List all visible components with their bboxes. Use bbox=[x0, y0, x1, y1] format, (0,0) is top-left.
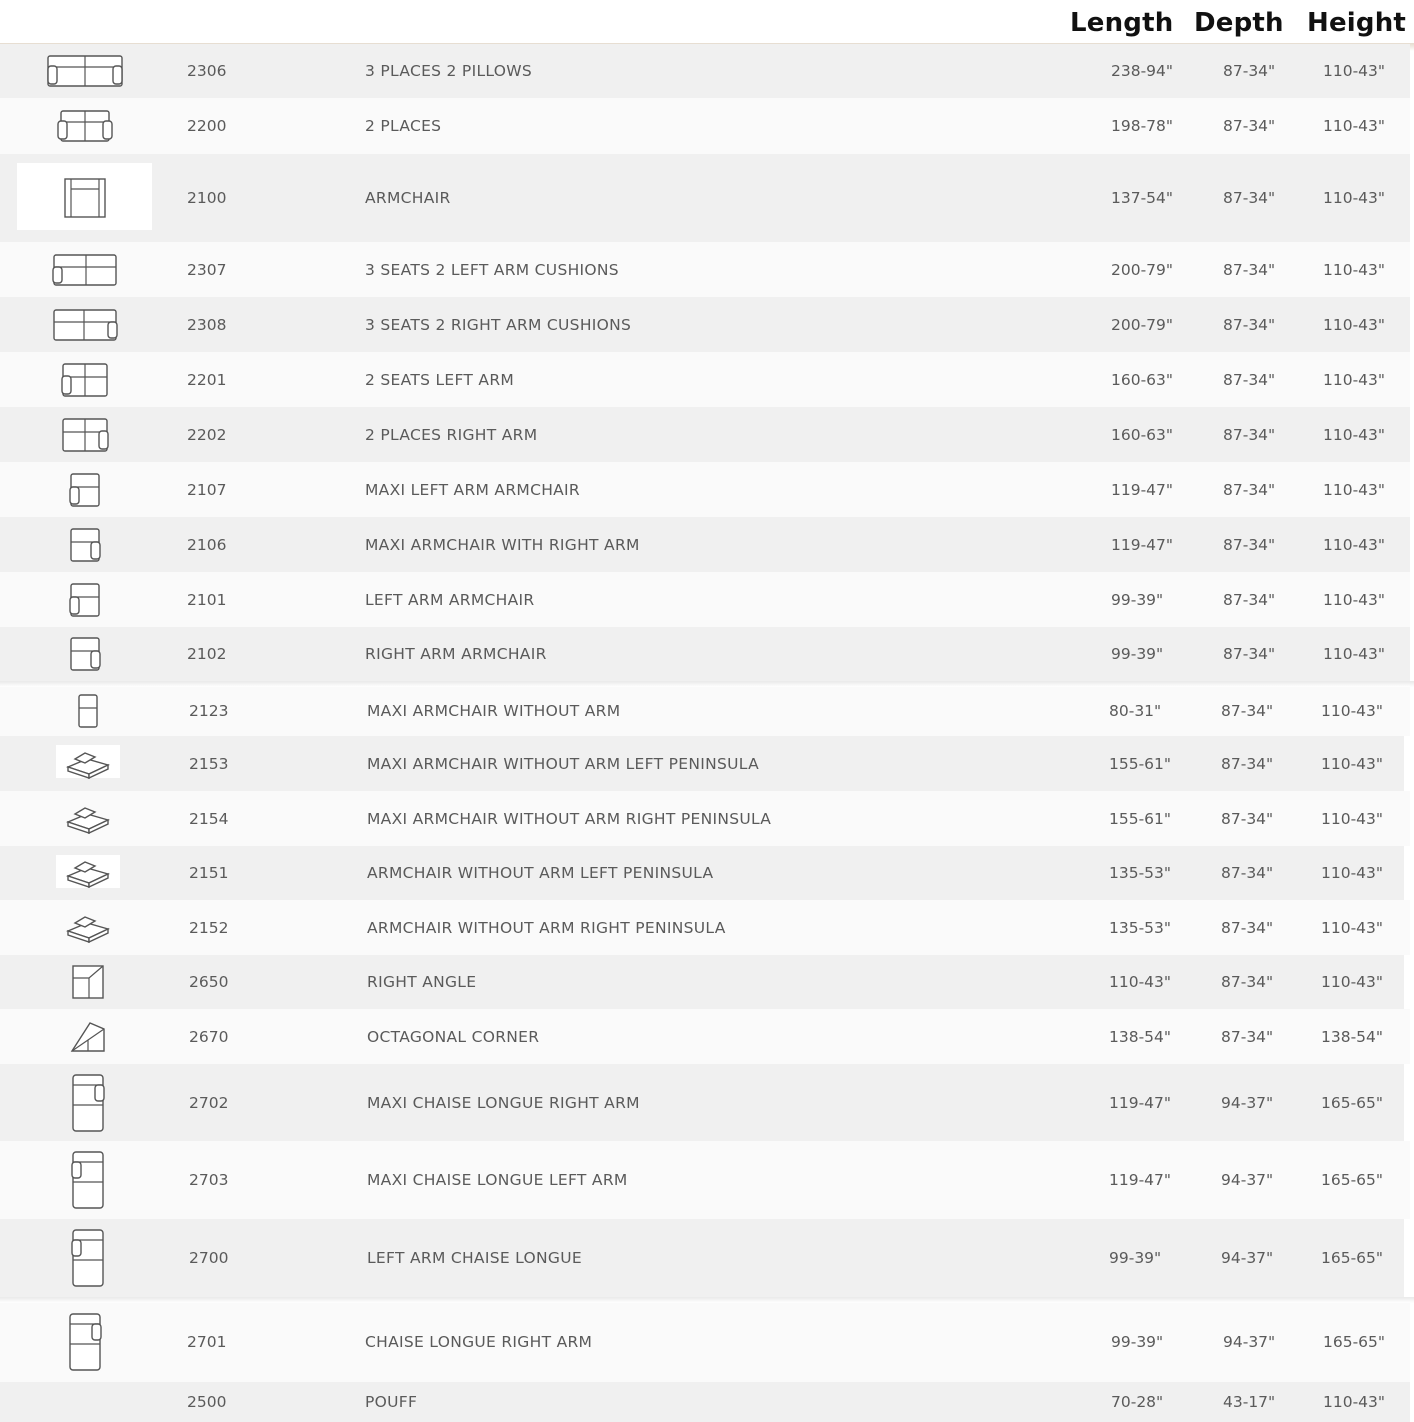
length-value: 137-54" bbox=[1111, 189, 1174, 207]
height-value: 110-43" bbox=[1323, 315, 1386, 334]
height-value: 110-43" bbox=[1323, 535, 1386, 554]
length-value: 99-39" bbox=[1111, 1333, 1164, 1351]
depth-value: 87-34" bbox=[1223, 189, 1276, 207]
length-value: 70-28" bbox=[1111, 1393, 1164, 1411]
table-row bbox=[0, 98, 1410, 154]
depth-value: 94-37" bbox=[1223, 1333, 1276, 1351]
three-seat-right-arm-icon bbox=[52, 308, 118, 342]
product-name: ARMCHAIR WITHOUT ARM LEFT PENINSULA bbox=[367, 864, 714, 882]
table-row bbox=[0, 44, 1410, 98]
table-row bbox=[0, 1064, 1404, 1141]
product-code: 2123 bbox=[189, 702, 229, 720]
product-code: 2153 bbox=[189, 754, 229, 773]
header-length: Length bbox=[1070, 8, 1174, 38]
product-name: MAXI ARMCHAIR WITHOUT ARM bbox=[367, 702, 621, 720]
depth-value: 87-34" bbox=[1221, 809, 1274, 828]
header-depth: Depth bbox=[1194, 8, 1284, 38]
product-name: 2 PLACES bbox=[365, 117, 442, 135]
length-value: 138-54" bbox=[1109, 1027, 1172, 1046]
table-row bbox=[0, 1302, 1410, 1382]
height-value: 110-43" bbox=[1321, 809, 1384, 828]
length-value: 238-94" bbox=[1111, 62, 1174, 80]
table-row bbox=[0, 846, 1404, 900]
height-value: 165-65" bbox=[1321, 1093, 1384, 1112]
section-separator bbox=[0, 1297, 1414, 1303]
two-seat-right-arm-icon bbox=[61, 417, 109, 453]
height-value: 110-43" bbox=[1323, 117, 1386, 135]
table-row bbox=[0, 407, 1410, 462]
product-code: 2202 bbox=[187, 425, 227, 444]
product-name: MAXI ARMCHAIR WITH RIGHT ARM bbox=[365, 535, 640, 554]
two-seat-sofa-icon bbox=[57, 109, 113, 143]
length-value: 110-43" bbox=[1109, 973, 1172, 991]
depth-value: 87-34" bbox=[1221, 918, 1274, 937]
height-value: 110-43" bbox=[1323, 645, 1386, 663]
height-value: 110-43" bbox=[1323, 425, 1386, 444]
table-row bbox=[0, 900, 1410, 955]
product-code: 2701 bbox=[187, 1333, 227, 1351]
product-name: 3 SEATS 2 RIGHT ARM CUSHIONS bbox=[365, 315, 632, 334]
height-value: 110-43" bbox=[1323, 480, 1386, 499]
product-code: 2700 bbox=[189, 1249, 229, 1267]
product-name: MAXI LEFT ARM ARMCHAIR bbox=[365, 480, 581, 499]
product-code: 2306 bbox=[187, 62, 227, 80]
product-code: 2703 bbox=[189, 1171, 229, 1189]
depth-value: 94-37" bbox=[1221, 1249, 1274, 1267]
product-code: 2107 bbox=[187, 480, 227, 499]
table-header bbox=[0, 0, 1414, 44]
length-value: 200-79" bbox=[1111, 315, 1174, 334]
table-row bbox=[0, 791, 1410, 846]
height-value: 165-65" bbox=[1323, 1333, 1386, 1351]
product-code: 2201 bbox=[187, 370, 227, 389]
depth-value: 87-34" bbox=[1223, 480, 1276, 499]
product-name: CHAISE LONGUE RIGHT ARM bbox=[365, 1333, 593, 1351]
chaise-left-arm-icon bbox=[71, 1150, 105, 1210]
table-row bbox=[0, 955, 1404, 1009]
height-value: 110-43" bbox=[1321, 864, 1384, 882]
table-row bbox=[0, 572, 1410, 627]
length-value: 99-39" bbox=[1111, 590, 1164, 609]
product-code: 2308 bbox=[187, 315, 227, 334]
height-value: 165-65" bbox=[1321, 1249, 1384, 1267]
height-value: 110-43" bbox=[1321, 702, 1384, 720]
height-value: 110-43" bbox=[1323, 1393, 1386, 1411]
product-code: 2101 bbox=[187, 590, 227, 609]
product-name: RIGHT ANGLE bbox=[367, 973, 477, 991]
product-code: 2670 bbox=[189, 1027, 229, 1046]
table-row bbox=[0, 1382, 1410, 1422]
table-row bbox=[0, 736, 1404, 791]
table-row bbox=[0, 1219, 1404, 1297]
height-value: 110-43" bbox=[1323, 260, 1386, 279]
two-seat-left-arm-icon bbox=[61, 362, 109, 398]
height-value: 110-43" bbox=[1321, 754, 1384, 773]
product-code: 2154 bbox=[189, 809, 229, 828]
depth-value: 87-34" bbox=[1223, 370, 1276, 389]
length-value: 99-39" bbox=[1109, 1249, 1162, 1267]
product-name: MAXI ARMCHAIR WITHOUT ARM RIGHT PENINSULA bbox=[367, 809, 772, 828]
depth-value: 43-17" bbox=[1223, 1393, 1276, 1411]
peninsula-icon bbox=[65, 913, 111, 943]
product-name: ARMCHAIR WITHOUT ARM RIGHT PENINSULA bbox=[367, 918, 726, 937]
product-name: 2 SEATS LEFT ARM bbox=[365, 370, 515, 389]
product-name: 2 PLACES RIGHT ARM bbox=[365, 425, 538, 444]
height-value: 138-54" bbox=[1321, 1027, 1384, 1046]
length-value: 200-79" bbox=[1111, 260, 1174, 279]
left-arm-armchair-icon bbox=[69, 582, 101, 618]
right-arm-armchair-icon bbox=[69, 636, 101, 672]
table-row bbox=[0, 242, 1410, 297]
product-code: 2307 bbox=[187, 260, 227, 279]
chaise-right-arm-icon bbox=[68, 1312, 102, 1372]
peninsula-icon bbox=[65, 749, 111, 779]
product-name: MAXI ARMCHAIR WITHOUT ARM LEFT PENINSULA bbox=[367, 754, 759, 773]
depth-value: 87-34" bbox=[1223, 117, 1276, 135]
depth-value: 87-34" bbox=[1223, 535, 1276, 554]
depth-value: 87-34" bbox=[1221, 702, 1274, 720]
three-seat-left-arm-icon bbox=[52, 253, 118, 287]
height-value: 110-43" bbox=[1323, 189, 1386, 207]
product-name: 3 SEATS 2 LEFT ARM CUSHIONS bbox=[365, 260, 619, 279]
height-value: 110-43" bbox=[1323, 62, 1386, 80]
table-row bbox=[0, 517, 1410, 572]
product-name: MAXI CHAISE LONGUE LEFT ARM bbox=[367, 1171, 628, 1189]
product-code: 2106 bbox=[187, 535, 227, 554]
product-name: MAXI CHAISE LONGUE RIGHT ARM bbox=[367, 1093, 640, 1112]
table-row bbox=[0, 627, 1410, 681]
left-arm-armchair-icon bbox=[69, 472, 101, 508]
product-code: 2102 bbox=[187, 645, 227, 663]
depth-value: 87-34" bbox=[1223, 62, 1276, 80]
peninsula-icon bbox=[65, 858, 111, 888]
header-height: Height bbox=[1307, 8, 1407, 38]
depth-value: 87-34" bbox=[1223, 315, 1276, 334]
chaise-left-arm-icon bbox=[71, 1228, 105, 1288]
armchair-icon bbox=[63, 177, 107, 219]
armless-chair-icon bbox=[77, 693, 99, 729]
height-value: 165-65" bbox=[1321, 1171, 1384, 1189]
product-code: 2702 bbox=[189, 1093, 229, 1112]
table-row bbox=[0, 686, 1410, 736]
length-value: 99-39" bbox=[1111, 645, 1164, 663]
depth-value: 87-34" bbox=[1223, 645, 1276, 663]
height-value: 110-43" bbox=[1321, 973, 1384, 991]
three-seat-sofa-icon bbox=[46, 54, 124, 88]
product-code: 2650 bbox=[189, 973, 229, 991]
length-value: 155-61" bbox=[1109, 754, 1172, 773]
table-row bbox=[0, 297, 1410, 352]
depth-value: 87-34" bbox=[1223, 260, 1276, 279]
height-value: 110-43" bbox=[1323, 370, 1386, 389]
product-name: ARMCHAIR bbox=[365, 189, 451, 207]
product-code: 2200 bbox=[187, 117, 227, 135]
product-name: RIGHT ARM ARMCHAIR bbox=[365, 645, 547, 663]
length-value: 119-47" bbox=[1109, 1171, 1172, 1189]
table-row bbox=[0, 1141, 1410, 1219]
product-name: OCTAGONAL CORNER bbox=[367, 1027, 540, 1046]
height-value: 110-43" bbox=[1323, 590, 1386, 609]
product-code: 2100 bbox=[187, 189, 227, 207]
product-code: 2500 bbox=[187, 1393, 227, 1411]
depth-value: 87-34" bbox=[1223, 425, 1276, 444]
length-value: 135-53" bbox=[1109, 864, 1172, 882]
product-name: LEFT ARM ARMCHAIR bbox=[365, 590, 535, 609]
chaise-right-arm-icon bbox=[71, 1073, 105, 1133]
length-value: 80-31" bbox=[1109, 702, 1162, 720]
product-name: LEFT ARM CHAISE LONGUE bbox=[367, 1249, 582, 1267]
depth-value: 87-34" bbox=[1221, 864, 1274, 882]
depth-value: 87-34" bbox=[1223, 590, 1276, 609]
product-code: 2152 bbox=[189, 918, 229, 937]
depth-value: 94-37" bbox=[1221, 1093, 1274, 1112]
product-code: 2151 bbox=[189, 864, 229, 882]
length-value: 155-61" bbox=[1109, 809, 1172, 828]
right-arm-armchair-icon bbox=[69, 527, 101, 563]
product-name: POUFF bbox=[365, 1393, 418, 1411]
table-row bbox=[0, 462, 1410, 517]
depth-value: 87-34" bbox=[1221, 754, 1274, 773]
length-value: 198-78" bbox=[1111, 117, 1174, 135]
section-separator bbox=[0, 681, 1414, 687]
table-row bbox=[0, 352, 1410, 407]
right-angle-icon bbox=[71, 964, 105, 1000]
height-value: 110-43" bbox=[1321, 918, 1384, 937]
table-row bbox=[0, 1009, 1410, 1064]
depth-value: 87-34" bbox=[1221, 973, 1274, 991]
length-value: 160-63" bbox=[1111, 425, 1174, 444]
depth-value: 87-34" bbox=[1221, 1027, 1274, 1046]
table-row bbox=[0, 154, 1410, 242]
length-value: 135-53" bbox=[1109, 918, 1172, 937]
depth-value: 94-37" bbox=[1221, 1171, 1274, 1189]
product-name: 3 PLACES 2 PILLOWS bbox=[365, 62, 533, 80]
length-value: 119-47" bbox=[1109, 1093, 1172, 1112]
octagonal-corner-icon bbox=[70, 1021, 106, 1053]
length-value: 160-63" bbox=[1111, 370, 1174, 389]
peninsula-icon bbox=[65, 804, 111, 834]
length-value: 119-47" bbox=[1111, 480, 1174, 499]
length-value: 119-47" bbox=[1111, 535, 1174, 554]
